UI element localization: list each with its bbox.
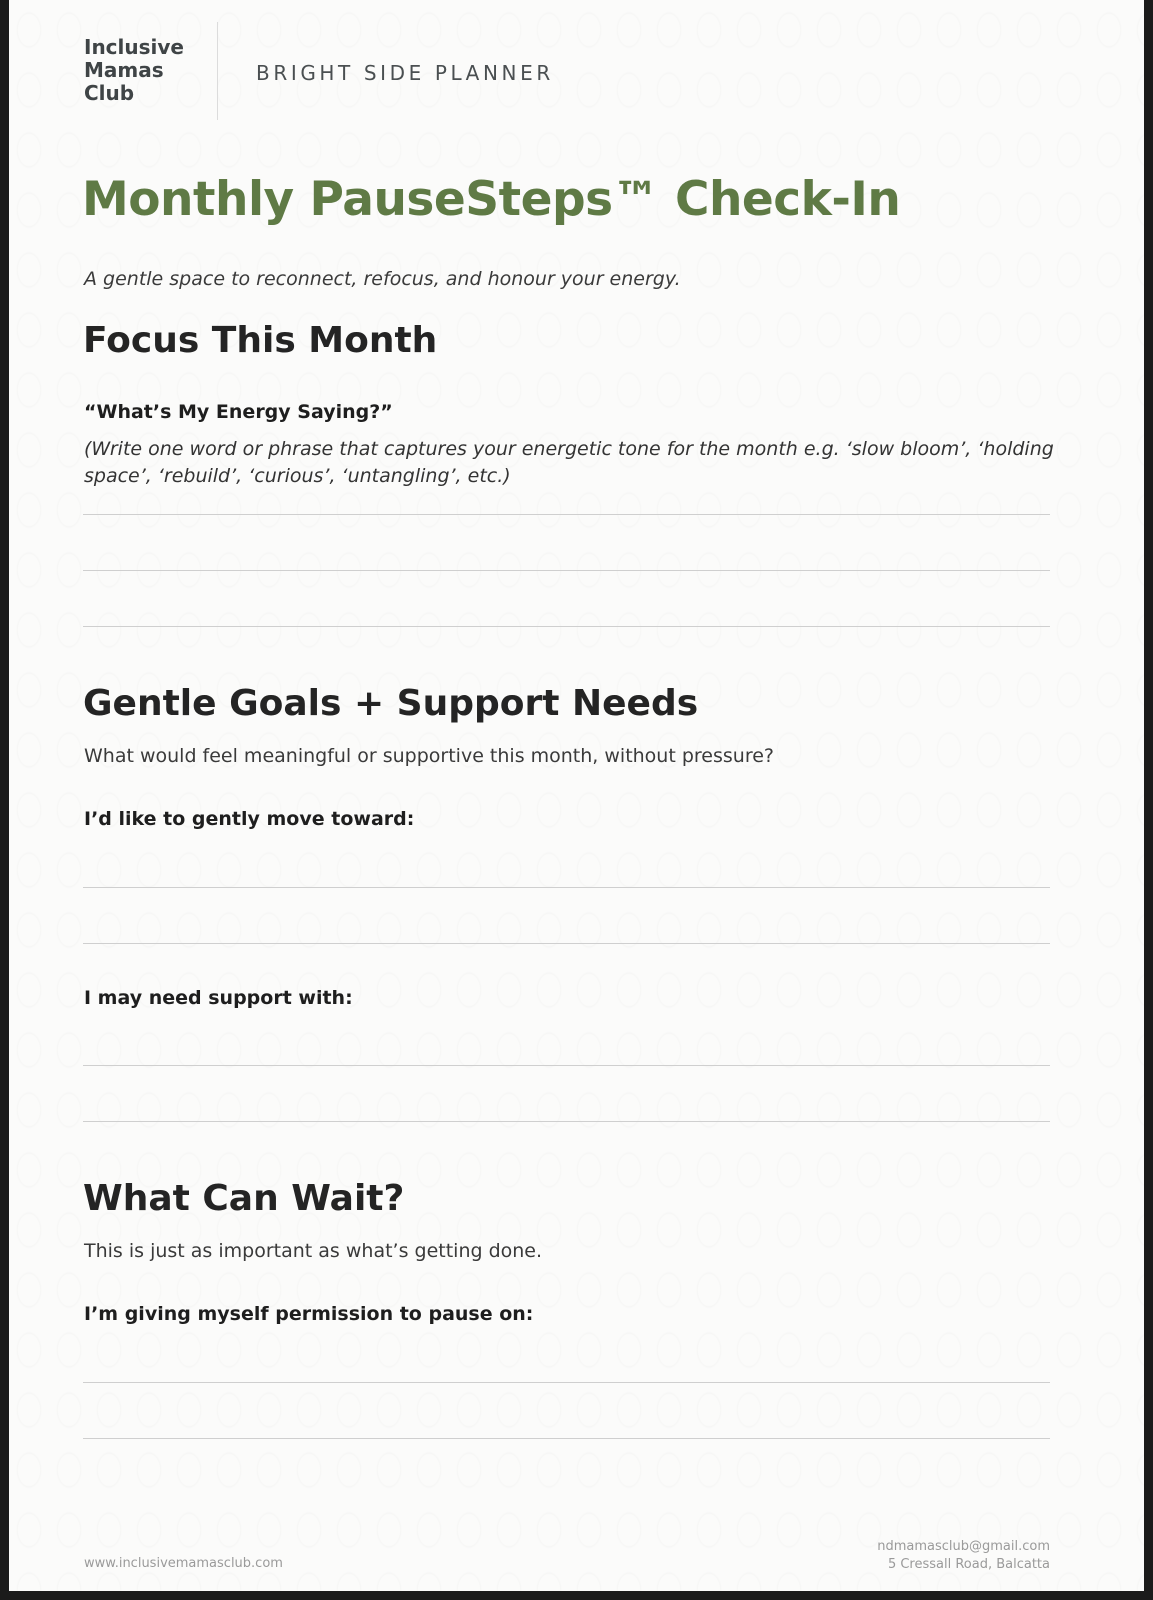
energy-hint: (Write one word or phrase that captures your energetic tone for the month e.g. ‘slow bloom’, ‘holding space’, ‘rebuild’, ‘curious’, ‘untangling’, etc.)	[84, 438, 1054, 487]
logo	[84, 36, 184, 105]
page-subtitle: A gentle space to reconnect, refocus, and honour your energy.	[84, 268, 681, 290]
logo-line-1: Inclusive	[84, 35, 184, 59]
writing-line[interactable]	[83, 1065, 1050, 1066]
brand-title: BRIGHT SIDE PLANNER	[256, 61, 554, 85]
wait-description: This is just as important as what’s getting done.	[84, 1240, 543, 1262]
writing-line[interactable]	[83, 1382, 1050, 1383]
pause-prompt: I’m giving myself permission to pause on:	[84, 1303, 534, 1325]
writing-line[interactable]	[83, 626, 1050, 627]
writing-line[interactable]	[83, 570, 1050, 571]
section-heading-focus: Focus This Month	[83, 320, 438, 361]
writing-line[interactable]	[83, 887, 1050, 888]
logo-line-2: Mamas	[84, 58, 164, 82]
page-header	[9, 0, 1144, 130]
logo-line-3: Club	[84, 81, 135, 105]
writing-line[interactable]	[83, 943, 1050, 944]
support-prompt: I may need support with:	[84, 987, 353, 1009]
header-divider	[217, 22, 218, 120]
energy-prompt: “What’s My Energy Saying?”	[84, 401, 393, 423]
move-toward-prompt: I’d like to gently move toward:	[84, 808, 415, 830]
section-heading-wait: What Can Wait?	[83, 1178, 405, 1219]
footer-website: www.inclusivemamasclub.com	[84, 1556, 283, 1571]
section-heading-goals: Gentle Goals + Support Needs	[83, 683, 699, 724]
footer-address: 5 Cressall Road, Balcatta	[887, 1557, 1050, 1572]
goals-description: What would feel meaningful or supportive this month, without pressure?	[84, 745, 774, 767]
footer-contact	[877, 1538, 1050, 1574]
writing-line[interactable]	[83, 1438, 1050, 1439]
writing-line[interactable]	[83, 514, 1050, 515]
writing-line[interactable]	[83, 1121, 1050, 1122]
planner-page	[9, 0, 1144, 1591]
page-title: Monthly PauseSteps™ Check-In	[82, 172, 901, 227]
footer-email: ndmamasclub@gmail.com	[877, 1539, 1050, 1554]
